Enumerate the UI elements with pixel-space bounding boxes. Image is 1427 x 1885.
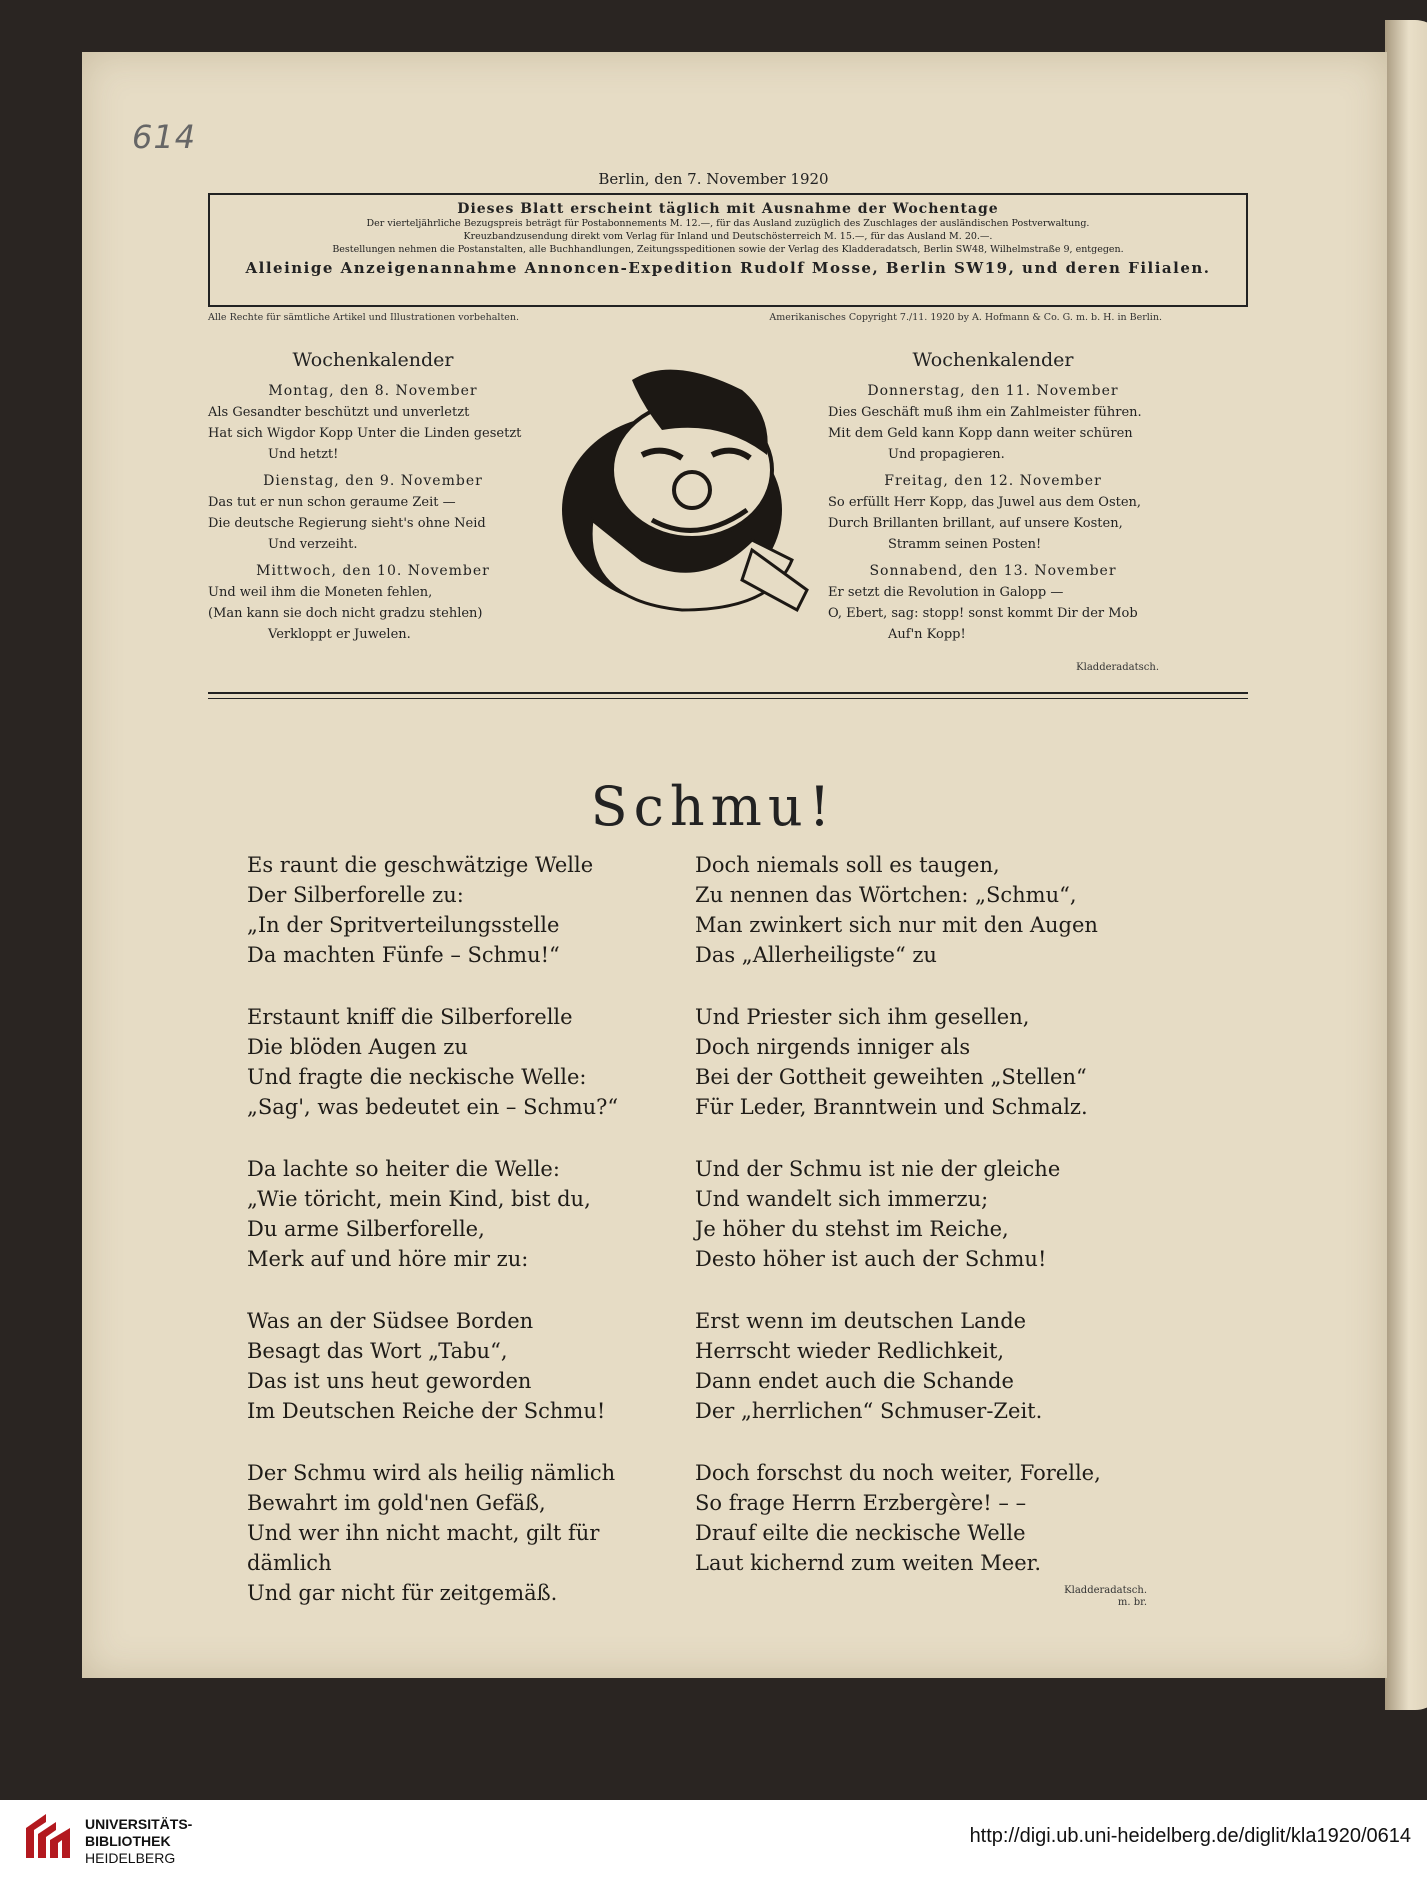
poem-stanza	[695, 1154, 1145, 1274]
calendar-line: Stramm seinen Posten!	[888, 537, 1042, 552]
infobox-line-2: Der vierteljährliche Bezugspreis beträgt für Postabonnements M. 12.—, für das Ausland zuzüglich des Zuschlages der ausländischen Postverwaltung.	[366, 218, 1090, 229]
signature-initials: m. br.	[1117, 1597, 1147, 1608]
calendar-day: Donnerstag, den 11. November	[867, 383, 1119, 399]
poem-line: Der Schmu wird als heilig nämlich	[247, 1461, 616, 1485]
calendar-line: Als Gesandter beschützt und unverletzt	[208, 405, 470, 420]
poem-stanza	[695, 1002, 1145, 1122]
book-page-edge	[1385, 20, 1427, 1710]
poem-line: „Sag', was bedeutet ein – Schmu?“	[247, 1095, 619, 1119]
calendar-line: Und propagieren.	[888, 447, 1005, 462]
poem-line: Zu nennen das Wörtchen: „Schmu“,	[695, 883, 1077, 907]
uni-line-1: UNIVERSITÄTS-	[85, 1816, 193, 1832]
week-calendar-right	[828, 350, 1158, 645]
poem-line: Und fragte die neckische Welle:	[247, 1065, 587, 1089]
poem-line: Merk auf und höre mir zu:	[247, 1247, 529, 1271]
poem-stanza	[247, 1154, 667, 1274]
poem-line: Dann endet auch die Schande	[695, 1369, 1014, 1393]
poem-line: Und gar nicht für zeitgemäß.	[247, 1581, 558, 1605]
calendar-heading: Wochenkalender	[912, 349, 1074, 371]
source-url-link[interactable]: http://digi.ub.uni-heidelberg.de/diglit/kla1920/0614	[969, 1825, 1411, 1847]
divider-rule	[208, 692, 1248, 694]
calendar-day: Sonnabend, den 13. November	[869, 563, 1117, 579]
poem-line: Was an der Südsee Borden	[247, 1309, 534, 1333]
university-library-name	[85, 1816, 192, 1867]
poem-line: Da machten Fünfe – Schmu!“	[247, 943, 560, 967]
poem-line: Man zwinkert sich nur mit den Augen	[695, 913, 1098, 937]
poem-stanza	[695, 1458, 1145, 1578]
poem-stanza	[247, 1306, 667, 1426]
infobox-line-3: Kreuzbandzusendung direkt vom Verlag für Inland und Deutschösterreich M. 15.—, für das Ausland M. 20.—.	[463, 231, 993, 242]
calendar-line: Mit dem Geld kann Kopp dann weiter schüren	[828, 426, 1133, 441]
calendar-line: Verkloppt er Juwelen.	[268, 627, 411, 642]
calendar-line: (Man kann sie doch nicht gradzu stehlen)	[208, 606, 483, 621]
subscription-info-box	[208, 193, 1248, 307]
calendar-line: Er setzt die Revolution in Galopp —	[828, 585, 1064, 600]
calendar-line: Die deutsche Regierung sieht's ohne Neid	[208, 516, 486, 531]
poem-stanza	[247, 850, 667, 970]
poem-line: „In der Spritverteilungsstelle	[247, 913, 560, 937]
calendar-heading: Wochenkalender	[292, 349, 454, 371]
infobox-line-5: Alleinige Anzeigenannahme Annoncen-Expedition Rudolf Mosse, Berlin SW19, und deren Filialen.	[245, 259, 1211, 277]
poem-line: Doch nirgends inniger als	[695, 1035, 971, 1059]
poem-line: Das ist uns heut geworden	[247, 1369, 532, 1393]
calendar-line: Und verzeiht.	[268, 537, 358, 552]
poem-line: Du arme Silberforelle,	[247, 1217, 485, 1241]
poem-stanza	[695, 850, 1145, 970]
poem-signature	[1064, 1585, 1147, 1609]
copyright-notice: Amerikanisches Copyright 7./11. 1920 by A. Hofmann & Co. G. m. b. H. in Berlin.	[769, 312, 1162, 323]
poem-line: Desto höher ist auch der Schmu!	[695, 1247, 1047, 1271]
calendar-line: Hat sich Wigdor Kopp Unter die Linden gesetzt	[208, 426, 522, 441]
poem-stanza	[695, 1306, 1145, 1426]
calendar-line: Und weil ihm die Moneten fehlen,	[208, 585, 433, 600]
divider-rule	[208, 698, 1248, 699]
poem-line: Und der Schmu ist nie der gleiche	[695, 1157, 1061, 1181]
poem-line: Da lachte so heiter die Welle:	[247, 1157, 560, 1181]
calendar-day: Dienstag, den 9. November	[263, 473, 483, 489]
calendar-line: Das tut er nun schon geraume Zeit —	[208, 495, 456, 510]
poem-line: Und wandelt sich immerzu;	[695, 1187, 989, 1211]
calendar-line: Durch Brillanten brillant, auf unsere Kosten,	[828, 516, 1123, 531]
poem-line: „Wie töricht, mein Kind, bist du,	[247, 1187, 591, 1211]
calendar-day: Montag, den 8. November	[268, 383, 478, 399]
poem-line: Besagt das Wort „Tabu“,	[247, 1339, 508, 1363]
uni-line-3: HEIDELBERG	[85, 1850, 176, 1866]
poem-line: Herrscht wieder Redlichkeit,	[695, 1339, 1005, 1363]
poem-line: Die blöden Augen zu	[247, 1035, 468, 1059]
infobox-line-4: Bestellungen nehmen die Postanstalten, alle Buchhandlungen, Zeitungsspeditionen sowie der Verlag des Kladderadatsch, Berlin SW48, Wilhelmstraße 9, entgegen.	[332, 244, 1124, 255]
poem-line: Für Leder, Branntwein und Schmalz.	[695, 1095, 1088, 1119]
poem-column-right	[695, 850, 1145, 1610]
calendar-line: Auf'n Kopp!	[888, 627, 966, 642]
uni-line-2: BIBLIOTHEK	[85, 1833, 171, 1849]
rights-notice: Alle Rechte für sämtliche Artikel und Illustrationen vorbehalten.	[208, 312, 520, 323]
poem-line: Und Priester sich ihm gesellen,	[695, 1005, 1030, 1029]
signature-line: Kladderadatsch.	[1064, 1585, 1147, 1596]
poem-line: Drauf eilte die neckische Welle	[695, 1521, 1026, 1545]
poem-line: Der Silberforelle zu:	[247, 883, 464, 907]
poem-line: Erstaunt kniff die Silberforelle	[247, 1005, 573, 1029]
poem-line: Bewahrt im gold'nen Gefäß,	[247, 1491, 546, 1515]
poem-line: Doch niemals soll es taugen,	[695, 853, 1000, 877]
calendar-line: Und hetzt!	[268, 447, 339, 462]
calendar-day: Mittwoch, den 10. November	[256, 563, 490, 579]
calendar-line: So erfüllt Herr Kopp, das Juwel aus dem Osten,	[828, 495, 1142, 510]
poem-line: So frage Herrn Erzbergère! – –	[695, 1491, 1027, 1515]
poem-stanza	[247, 1002, 667, 1122]
poem-title: Schmu!	[590, 775, 837, 838]
calendar-line: O, Ebert, sag: stopp! sonst kommt Dir der Mob	[828, 606, 1138, 621]
poem-line: Das „Allerheiligste“ zu	[695, 943, 937, 967]
poem-line: Bei der Gottheit geweihten „Stellen“	[695, 1065, 1087, 1089]
poem-column-left	[247, 850, 667, 1640]
poem-line: Und wer ihn nicht macht, gilt für dämlich	[247, 1521, 600, 1575]
infobox-line-1: Dieses Blatt erscheint täglich mit Ausnahme der Wochentage	[457, 201, 999, 217]
poem-line: Der „herrlichen“ Schmuser-Zeit.	[695, 1399, 1043, 1423]
poem-line: Doch forschst du noch weiter, Forelle,	[695, 1461, 1101, 1485]
dateline: Berlin, den 7. November 1920	[598, 170, 829, 188]
university-library-logo-icon	[20, 1808, 78, 1866]
poem-stanza	[247, 1458, 667, 1608]
poem-line: Laut kichernd zum weiten Meer.	[695, 1551, 1042, 1575]
caricature-illustration	[522, 360, 827, 640]
poem-line: Es raunt die geschwätzige Welle	[247, 853, 594, 877]
poem-line: Erst wenn im deutschen Lande	[695, 1309, 1027, 1333]
poem-line: Je höher du stehst im Reiche,	[695, 1217, 1009, 1241]
poem-line: Im Deutschen Reiche der Schmu!	[247, 1399, 606, 1423]
calendar-line: Dies Geschäft muß ihm ein Zahlmeister führen.	[828, 405, 1142, 420]
signature-kladderadatsch: Kladderadatsch.	[1076, 662, 1159, 673]
calendar-day: Freitag, den 12. November	[884, 473, 1102, 489]
pencil-page-number: 614	[132, 118, 197, 156]
week-calendar-left	[208, 350, 538, 645]
